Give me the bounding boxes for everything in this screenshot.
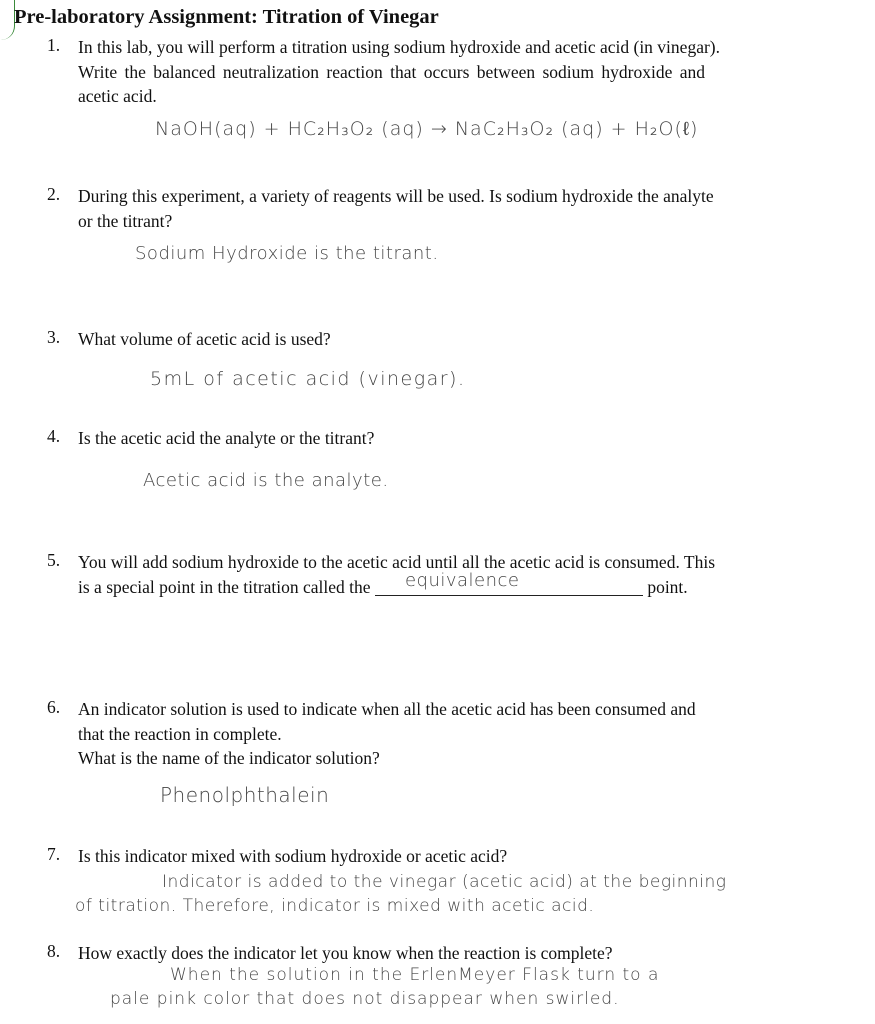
answer-3: 5mL of acetic acid (vinegar). <box>150 368 466 390</box>
question-5-text <box>78 550 715 599</box>
question-line: An indicator solution is used to indicate when all the acetic acid has been consumed and <box>78 699 696 719</box>
question-8-number: 8. <box>47 941 61 961</box>
question-6-text <box>78 697 696 771</box>
question-line: In this lab, you will perform a titration using sodium hydroxide and acetic acid (in vinegar). <box>78 37 720 57</box>
page-title: Pre-laboratory Assignment: Titration of Vinegar <box>14 6 439 28</box>
question-6-number: 6. <box>47 697 61 717</box>
question-1-number: 1. <box>47 35 61 55</box>
answer-7-line-1: Indicator is added to the vinegar (acetic acid) at the beginning <box>162 872 727 892</box>
answer-blank <box>375 569 643 596</box>
question-4-number: 4. <box>47 426 61 446</box>
question-5-number: 5. <box>47 550 61 570</box>
question-line: acetic acid. <box>78 86 157 106</box>
question-3-number: 3. <box>47 327 61 347</box>
question-1-text <box>78 35 720 109</box>
question-8-text: How exactly does the indicator let you know when the reaction is complete? <box>78 943 613 963</box>
question-2-number: 2. <box>47 184 61 204</box>
question-3-text: What volume of acetic acid is used? <box>78 329 331 349</box>
question-line: that the reaction in complete. <box>78 723 282 744</box>
question-2-text <box>78 184 714 233</box>
question-line <box>78 569 715 600</box>
answer-4: Acetic acid is the analyte. <box>143 470 389 491</box>
question-line: You will add sodium hydroxide to the acetic acid until all the acetic acid is consumed. This <box>78 552 715 572</box>
question-line: Write the balanced neutralization reaction that occurs between sodium hydroxide and <box>78 61 705 82</box>
question-fragment: point. <box>647 576 688 597</box>
answer-6: Phenolphthalein <box>160 783 330 807</box>
question-line: or the titrant? <box>78 210 173 231</box>
margin-pen-mark <box>0 0 15 40</box>
question-line: During this experiment, a variety of reagents will be used. Is sodium hydroxide the analyte <box>78 186 714 206</box>
question-fragment: is a special point in the titration called the <box>78 576 371 597</box>
question-4-text: Is the acetic acid the analyte or the titrant? <box>78 428 375 448</box>
answer-7-line-2: of titration. Therefore, indicator is mixed with acetic acid. <box>75 896 595 916</box>
question-7-text: Is this indicator mixed with sodium hydroxide or acetic acid? <box>78 846 508 866</box>
answer-2: Sodium Hydroxide is the titrant. <box>135 243 439 264</box>
answer-5: equivalence <box>404 569 520 591</box>
answer-8-line-1: When the solution in the ErlenMeyer Flask turn to a <box>170 965 660 985</box>
question-line: What is the name of the indicator solution? <box>78 748 380 768</box>
answer-1: NaOH(aq) + HC₂H₃O₂ (aq) → NaC₂H₃O₂ (aq) + H₂O(ℓ) <box>155 118 699 140</box>
answer-8-line-2: pale pink color that does not disappear when swirled. <box>110 989 620 1009</box>
question-7-number: 7. <box>47 844 61 864</box>
